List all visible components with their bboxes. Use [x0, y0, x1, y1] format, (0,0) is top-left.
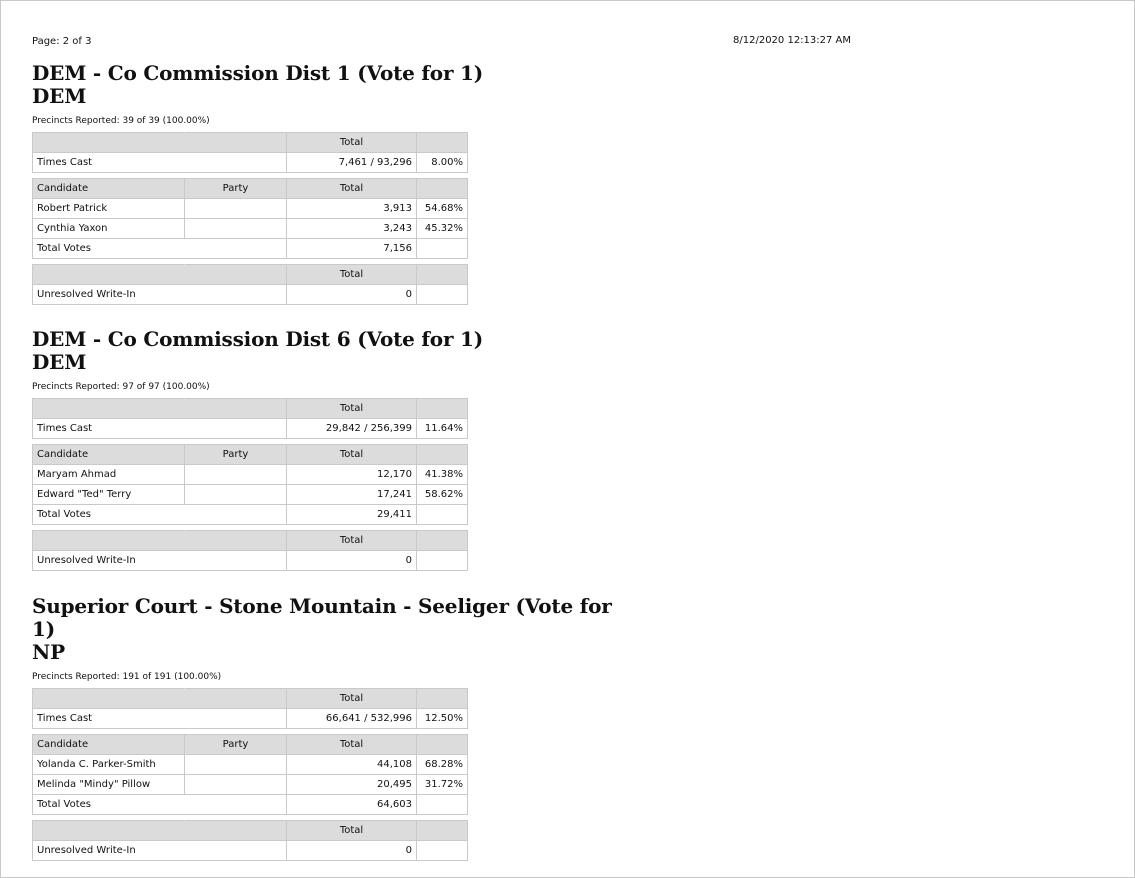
candidate-total: 3,243: [287, 219, 417, 239]
candidate-percent: 45.32%: [417, 219, 468, 239]
candidate-total: 12,170: [287, 465, 417, 485]
total-header: Total: [287, 445, 417, 465]
contest-name: DEM - Co Commission Dist 1 (Vote for 1): [32, 61, 484, 85]
report-timestamp: 8/12/2020 12:13:27 AM: [733, 35, 852, 46]
candidate-row: [33, 199, 468, 219]
candidate-percent: 31.72%: [417, 775, 468, 795]
candidate-row: [33, 219, 468, 239]
candidate-name: Edward "Ted" Terry: [33, 485, 185, 505]
page-number: Page: 2 of 3: [32, 36, 92, 47]
candidate-party: [185, 775, 287, 795]
times-cast-header-row: [33, 399, 468, 419]
candidate-row: [33, 465, 468, 485]
candidate-percent: 68.28%: [417, 755, 468, 775]
candidate-row: [33, 485, 468, 505]
candidate-name: Melinda "Mindy" Pillow: [33, 775, 185, 795]
total-header: Total: [287, 531, 417, 551]
total-header: Total: [287, 399, 417, 419]
results-table: [32, 132, 468, 305]
party-header: Party: [185, 179, 287, 199]
total-header: Total: [287, 821, 417, 841]
party-header: Party: [185, 445, 287, 465]
unresolved-value: 0: [287, 285, 417, 305]
candidate-total: 17,241: [287, 485, 417, 505]
results-table: [32, 398, 468, 571]
precincts-reported: Precincts Reported: 191 of 191 (100.00%): [32, 672, 222, 682]
candidate-header-row: [33, 445, 468, 465]
times-cast-percent: 8.00%: [417, 153, 468, 173]
unresolved-row: [33, 841, 468, 861]
unresolved-value: 0: [287, 841, 417, 861]
candidate-name: Cynthia Yaxon: [33, 219, 185, 239]
contest-2: [32, 328, 632, 571]
candidate-total: 44,108: [287, 755, 417, 775]
party-header: Party: [185, 735, 287, 755]
times-cast-value: 66,641 / 532,996: [287, 709, 417, 729]
write-in-header-row: [33, 821, 468, 841]
candidate-name: Robert Patrick: [33, 199, 185, 219]
contest-3: [32, 595, 632, 861]
candidate-header: Candidate: [33, 179, 185, 199]
total-votes-label: Total Votes: [33, 505, 287, 525]
candidate-party: [185, 465, 287, 485]
contest-party: NP: [32, 640, 65, 664]
candidate-percent: 54.68%: [417, 199, 468, 219]
candidate-row: [33, 775, 468, 795]
contest-party: DEM: [32, 84, 87, 108]
candidate-name: Yolanda C. Parker-Smith: [33, 755, 185, 775]
write-in-header-row: [33, 531, 468, 551]
total-votes-label: Total Votes: [33, 239, 287, 259]
times-cast-row: [33, 153, 468, 173]
total-header: Total: [287, 133, 417, 153]
contest-name: Superior Court - Stone Mountain - Seeliger (Vote for 1): [32, 594, 612, 641]
unresolved-label: Unresolved Write-In: [33, 285, 287, 305]
contest-1: [32, 62, 632, 305]
unresolved-label: Unresolved Write-In: [33, 551, 287, 571]
total-votes-row: [33, 505, 468, 525]
total-votes-row: [33, 795, 468, 815]
candidate-total: 3,913: [287, 199, 417, 219]
times-cast-row: [33, 709, 468, 729]
times-cast-label: Times Cast: [33, 709, 287, 729]
times-cast-row: [33, 419, 468, 439]
contest-title: [32, 62, 632, 108]
candidate-header: Candidate: [33, 735, 185, 755]
total-votes-row: [33, 239, 468, 259]
total-votes-value: 29,411: [287, 505, 417, 525]
total-header: Total: [287, 735, 417, 755]
total-votes-value: 64,603: [287, 795, 417, 815]
candidate-name: Maryam Ahmad: [33, 465, 185, 485]
unresolved-label: Unresolved Write-In: [33, 841, 287, 861]
candidate-total: 20,495: [287, 775, 417, 795]
candidate-party: [185, 755, 287, 775]
candidate-percent: 58.62%: [417, 485, 468, 505]
candidate-party: [185, 219, 287, 239]
candidate-percent: 41.38%: [417, 465, 468, 485]
precincts-reported: Precincts Reported: 39 of 39 (100.00%): [32, 116, 210, 126]
total-header: Total: [287, 265, 417, 285]
contest-party: DEM: [32, 350, 87, 374]
candidate-header-row: [33, 735, 468, 755]
times-cast-label: Times Cast: [33, 419, 287, 439]
candidate-party: [185, 199, 287, 219]
times-cast-header-row: [33, 133, 468, 153]
times-cast-label: Times Cast: [33, 153, 287, 173]
candidate-row: [33, 755, 468, 775]
times-cast-value: 29,842 / 256,399: [287, 419, 417, 439]
precincts-reported: Precincts Reported: 97 of 97 (100.00%): [32, 382, 210, 392]
total-header: Total: [287, 179, 417, 199]
times-cast-value: 7,461 / 93,296: [287, 153, 417, 173]
candidate-header-row: [33, 179, 468, 199]
total-votes-label: Total Votes: [33, 795, 287, 815]
total-header: Total: [287, 689, 417, 709]
candidate-header: Candidate: [33, 445, 185, 465]
write-in-header-row: [33, 265, 468, 285]
times-cast-percent: 12.50%: [417, 709, 468, 729]
times-cast-header-row: [33, 689, 468, 709]
unresolved-row: [33, 551, 468, 571]
candidate-party: [185, 485, 287, 505]
contest-title: [32, 328, 632, 374]
results-table: [32, 688, 468, 861]
times-cast-percent: 11.64%: [417, 419, 468, 439]
unresolved-row: [33, 285, 468, 305]
total-votes-value: 7,156: [287, 239, 417, 259]
contest-name: DEM - Co Commission Dist 6 (Vote for 1): [32, 327, 484, 351]
contest-title: [32, 595, 632, 664]
unresolved-value: 0: [287, 551, 417, 571]
